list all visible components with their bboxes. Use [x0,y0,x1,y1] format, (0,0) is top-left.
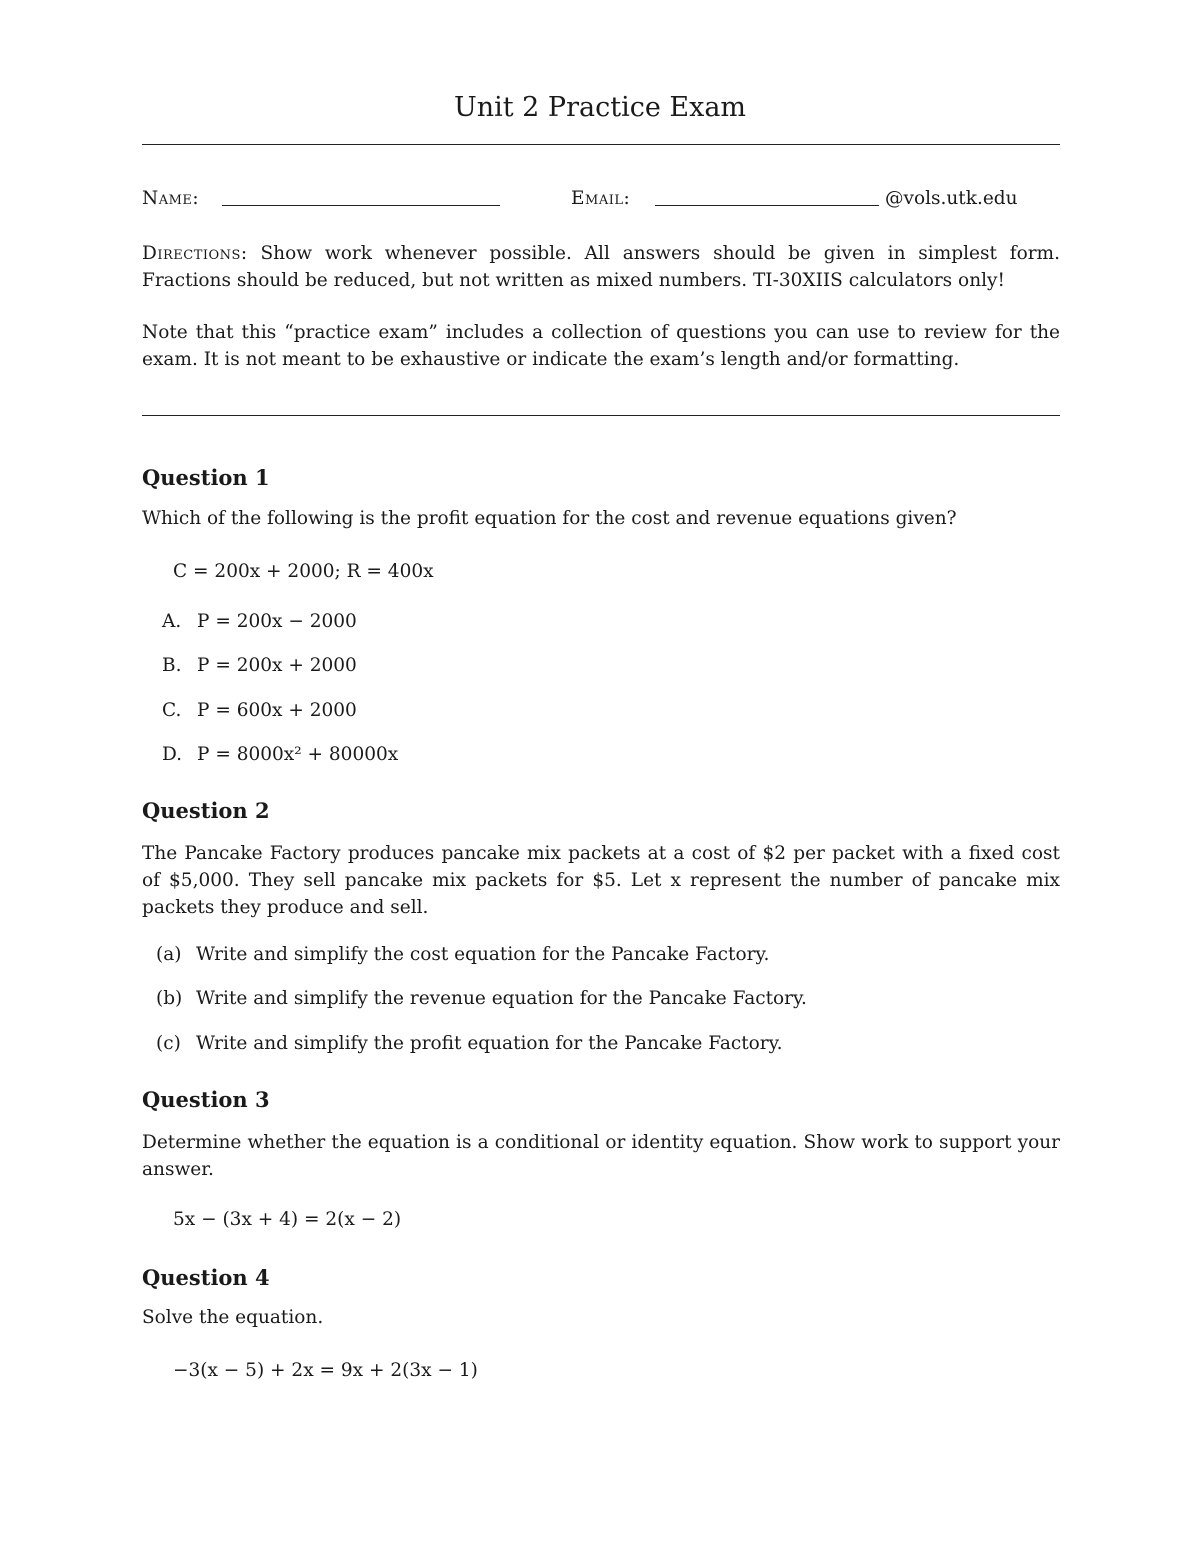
directions [142,240,1060,294]
choice-a-letter: A. [162,611,182,632]
directions-text: Show work whenever possible. All answers should be given in simplest form. Fractions should be reduced, but not written as mixed numbers. TI-30XIIS calculators only! [142,243,1060,291]
part-b-text: Write and simplify the revenue equation for the Pancake Factory. [196,988,807,1009]
question-2-heading: Question 2 [142,798,270,823]
question-3-heading: Question 3 [142,1087,270,1112]
choice-b-letter: B. [162,655,182,676]
choice-a-text: P = 200x − 2000 [197,611,357,632]
question-2-prompt: The Pancake Factory produces pancake mix packets at a cost of $2 per packet with a fixed cost of $5,000. They sell pancake mix packets for $5. Let x represent the number of pancake mix packets they produce and sell. [142,843,1060,918]
choice-b-text: P = 200x + 2000 [197,655,357,676]
page-title: Unit 2 Practice Exam [453,92,747,123]
question-4-prompt: Solve the equation. [142,1307,324,1328]
choice-d-text: P = 8000x² + 80000x [197,744,399,765]
question-3-equation: 5x − (3x + 4) = 2(x − 2) [173,1209,402,1230]
email-blank[interactable] [655,205,879,206]
question-4-equation: −3(x − 5) + 2x = 9x + 2(3x − 1) [173,1360,478,1381]
question-4-heading: Question 4 [142,1265,270,1290]
header-rule [142,144,1060,145]
choice-c-letter: C. [162,700,182,721]
question-3-prompt: Determine whether the equation is a conditional or identity equation. Show work to support your answer. [142,1132,1060,1180]
question-1-heading: Question 1 [142,465,270,490]
part-a-label: (a) [156,944,182,965]
choice-c-text: P = 600x + 2000 [197,700,357,721]
question-1-prompt: Which of the following is the profit equation for the cost and revenue equations given? [142,508,957,529]
part-c-label: (c) [156,1033,181,1054]
note-text: Note that this “practice exam” includes a collection of questions you can use to review for the exam. It is not meant to be exhaustive or indicate the exam’s length and/or formatting. [142,322,1060,370]
question-1-equation: C = 200x + 2000; R = 400x [173,561,434,582]
section-rule [142,415,1060,416]
name-blank[interactable] [222,205,500,206]
part-b-label: (b) [156,988,183,1009]
email-label: Email: [571,188,631,209]
choice-d-letter: D. [162,744,183,765]
directions-label: Directions: [142,243,248,264]
part-a-text: Write and simplify the cost equation for the Pancake Factory. [196,944,770,965]
name-label: Name: [142,188,200,209]
part-c-text: Write and simplify the profit equation for the Pancake Factory. [196,1033,783,1054]
email-domain: @vols.utk.edu [885,188,1018,209]
